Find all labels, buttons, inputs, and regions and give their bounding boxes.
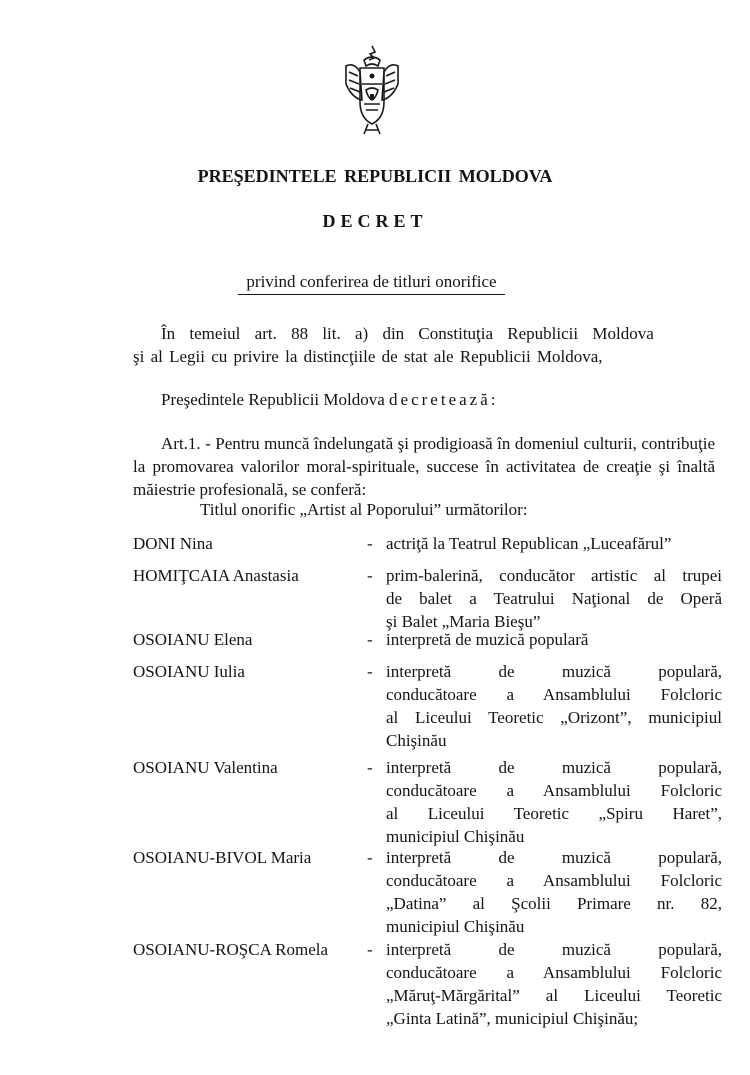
recipient-description-line: al Liceului Teoretic „Orizont”, municipiul	[386, 708, 722, 727]
document-type: DECRET	[322, 211, 428, 231]
legal-basis-line-1: În temeiul art. 88 lit. a) din Constituţia Republicii Moldova	[161, 324, 654, 343]
recipient-description-line: prim-balerină, conducător artistic al trupei	[386, 566, 722, 585]
recipient-dash: -	[367, 940, 373, 959]
decree-clause-verb: decretează:	[389, 390, 499, 409]
recipient-name: OSOIANU Elena	[133, 630, 253, 649]
recipient-description-line: al Liceului Teoretic „Spiru Haret”,	[386, 804, 722, 823]
institution-heading: PREŞEDINTELE REPUBLICII MOLDOVA	[197, 166, 553, 186]
recipient-description-line: municipiul Chişinău	[386, 827, 525, 846]
recipient-description-line: „Ginta Latină”, municipiul Chişinău;	[386, 1009, 639, 1028]
decree-subject: privind conferirea de titluri onorifice	[238, 270, 505, 295]
recipient-description-line: conducătoare a Ansamblului Folcloric	[386, 781, 722, 800]
recipient-description-line: de balet a Teatrului Naţional de Operă	[386, 589, 722, 608]
recipient-description	[386, 628, 722, 651]
recipient-description-line: „Datina” al Şcolii Primare nr. 82,	[386, 894, 722, 913]
recipient-description-line: interpretă de muzică populară,	[386, 940, 722, 959]
recipient-description-line: conducătoare a Ansamblului Folcloric	[386, 685, 722, 704]
honorary-title-line: Titlul onorific „Artist al Poporului” următorilor:	[200, 500, 528, 519]
article-1-paragraph: Art.1. - Pentru muncă îndelungată şi prodigioasă în domeniul culturii, contribuţie la promovarea valorilor moral-spirituale, succese în activitatea de creaţie şi înaltă măiestrie profesională, se conferă:	[133, 434, 715, 499]
recipient-description-line: şi Balet „Maria Bieşu”	[386, 612, 541, 631]
recipient-name: OSOIANU-ROŞCA Romela	[133, 940, 329, 959]
recipient-dash: -	[367, 662, 373, 681]
recipient-description-line: interpretă de muzică populară,	[386, 758, 722, 777]
recipient-name: OSOIANU-BIVOL Maria	[133, 848, 312, 867]
recipient-name: DONI Nina	[133, 534, 213, 553]
recipient-dash: -	[367, 758, 373, 777]
recipient-description	[386, 564, 722, 633]
legal-basis-paragraph	[133, 322, 715, 368]
recipient-description	[386, 532, 722, 555]
recipient-description-line: interpretă de muzică populară,	[386, 848, 722, 867]
recipient-name: OSOIANU Valentina	[133, 758, 278, 777]
recipient-description-line: conducătoare a Ansamblului Folcloric	[386, 963, 722, 982]
recipient-description-line: conducătoare a Ansamblului Folcloric	[386, 871, 722, 890]
recipient-description-line: municipiul Chişinău	[386, 917, 525, 936]
moldova-coat-of-arms-icon	[340, 40, 404, 140]
recipient-dash: -	[367, 566, 373, 585]
recipient-description	[386, 938, 722, 1030]
recipient-description	[386, 660, 722, 752]
recipient-description	[386, 846, 722, 938]
decree-clause-lead: Preşedintele Republicii Moldova	[161, 390, 390, 409]
recipient-dash: -	[367, 848, 373, 867]
recipient-description-line: „Măruţ-Mărgărital” al Liceului Teoretic	[386, 986, 722, 1005]
recipient-dash: -	[367, 534, 373, 553]
recipient-dash: -	[367, 630, 373, 649]
recipient-name: HOMIŢCAIA Anastasia	[133, 566, 299, 585]
recipient-description-line: interpretă de muzică populară	[386, 630, 589, 649]
recipient-description-line: interpretă de muzică populară,	[386, 662, 722, 681]
recipient-name: OSOIANU Iulia	[133, 662, 245, 681]
recipient-description	[386, 756, 722, 848]
decree-clause	[161, 388, 721, 411]
recipient-description-line: Chişinău	[386, 731, 447, 750]
legal-basis-line-2: şi al Legii cu privire la distincţiile de stat ale Republicii Moldova,	[133, 347, 603, 366]
recipient-description-line: actriţă la Teatrul Republican „Luceafărul”	[386, 534, 672, 553]
